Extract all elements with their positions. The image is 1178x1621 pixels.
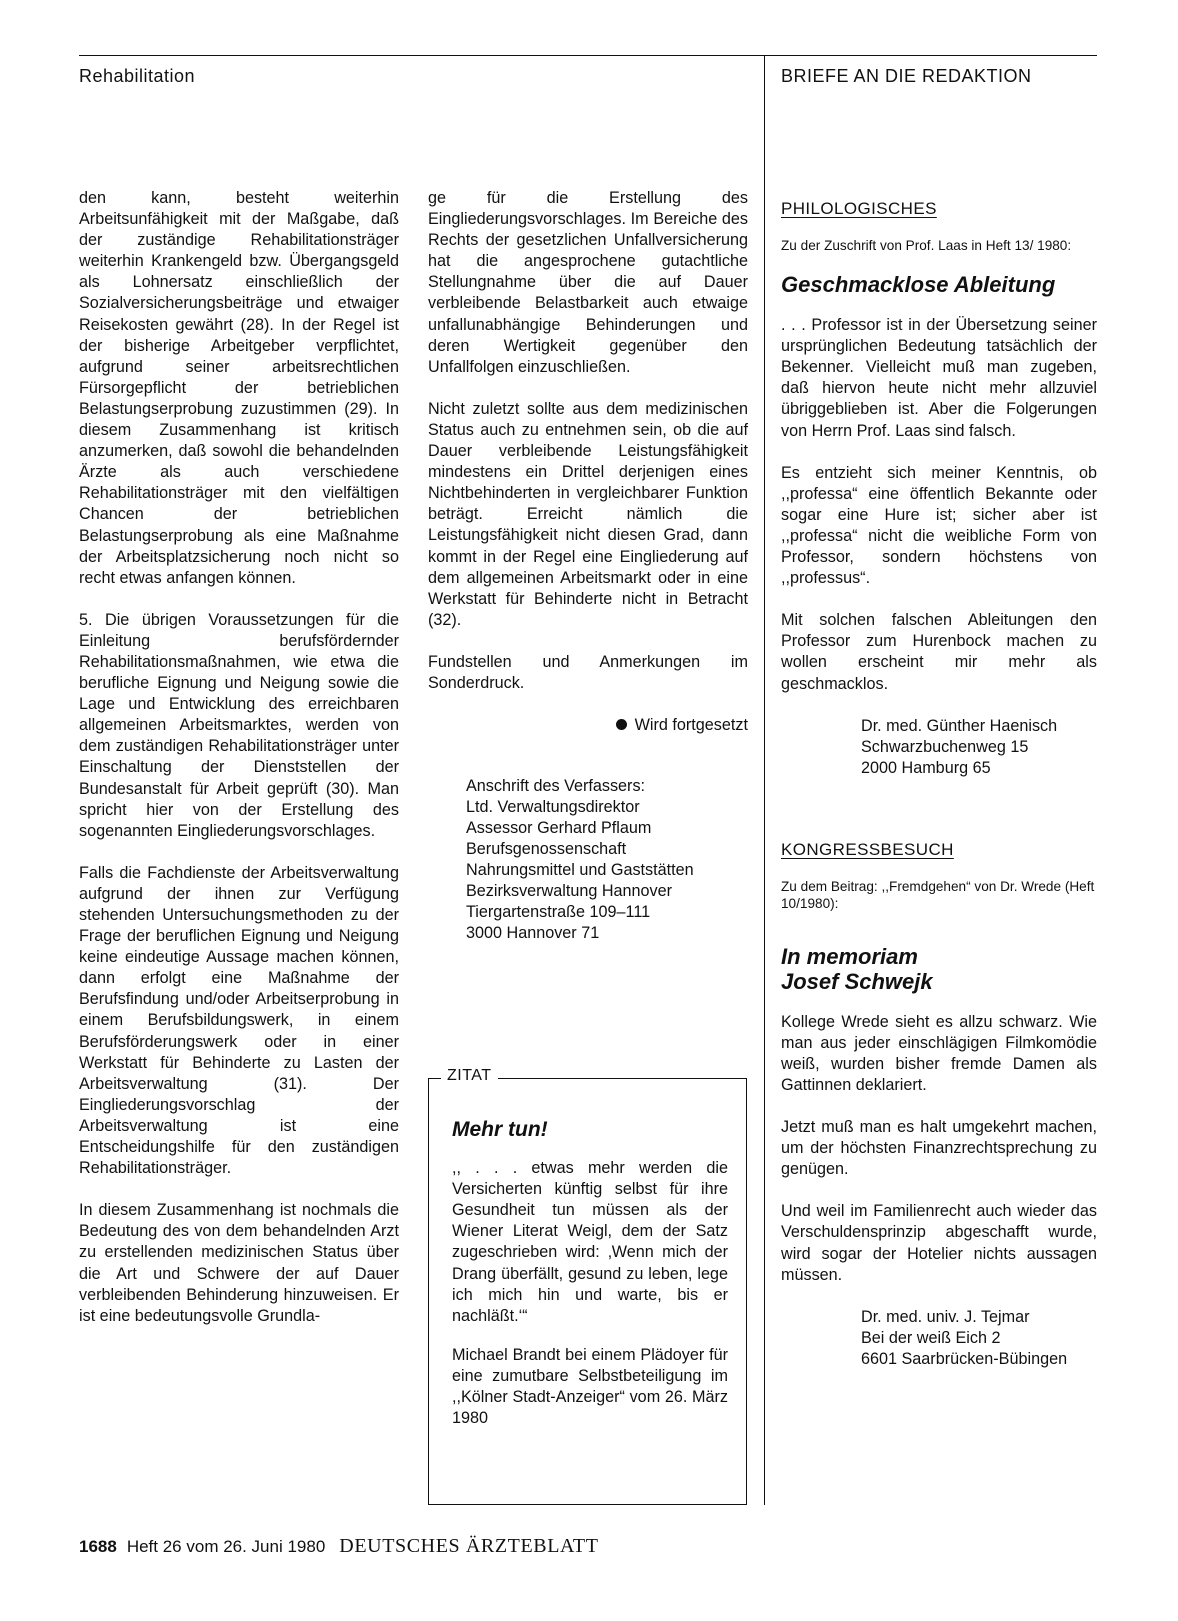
article-paragraph: den kann, besteht weiterhin Arbeitsunfähigkeit mit der Maßgabe, daß der zuständige Rehabilitationsträger weiterhin Krankengeld bzw. Übergangsgeld als Lohnersatz einschließlich der Sozialversicherungsbeiträge und etwaiger Reisekosten gewährt (28). In der Regel ist der bisherige Arbeitgeber verpflichtet, aufgrund seiner arbeitsrechtlichen Fürsorgepflicht der betrieblichen Belastungserprobung zuzustimmen (29). In diesem Zusammenhang ist kritisch anzumerken, daß sowohl die behandelnden Ärzte als auch verschiedene Rehabilitationsträger mit den vielfältigen Chancen der betrieblichen Belastungserprobung als eine Maßnahme der Arbeitsplatzsicherung noch nicht so recht etwas anfangen können.	[79, 189, 399, 587]
article-column-2	[428, 188, 748, 944]
signature-line: Bei der weiß Eich 2	[861, 1328, 1001, 1347]
column-divider	[764, 55, 765, 1505]
letter-section-heading: PHILOLOGISCHES	[781, 199, 937, 218]
signature-line: Schwarzbuchenweg 15	[861, 737, 1029, 756]
signature-line: 2000 Hamburg 65	[861, 758, 991, 777]
top-rule	[79, 55, 1097, 56]
address-line: Bezirksverwaltung Hannover	[466, 882, 673, 901]
address-line: Berufsgenossenschaft	[466, 840, 627, 859]
letter-paragraph: Und weil im Familienrecht auch wieder das Verschuldensprinzip abgeschafft wurde, wird sogar der Hotelier nichts aussagen müssen.	[781, 1202, 1097, 1284]
letter-title-line: Josef Schwejk	[781, 968, 933, 994]
bullet-icon	[616, 719, 627, 730]
section-header-rehabilitation: Rehabilitation	[79, 66, 196, 86]
letter-signature	[861, 716, 1097, 779]
quote-box-label: ZITAT	[441, 1067, 498, 1085]
letter-paragraph: Kollege Wrede sieht es allzu schwarz. Wie man aus jeder einschlägigen Filmkomödie weiß, wurden bisher fremde Damen als Gattinnen deklariert.	[781, 1012, 1097, 1094]
letter-paragraph: Mit solchen falschen Ableitungen den Professor zum Hurenbock machen zu wollen erscheint mir mehr als geschmacklos.	[781, 611, 1097, 693]
letter-title: Geschmacklose Ableitung	[781, 272, 1056, 298]
letter-intro: Zu der Zuschrift von Prof. Laas in Heft 13/ 1980:	[781, 238, 1072, 254]
article-paragraph: In diesem Zusammenhang ist nochmals die Bedeutung des von dem behandelnden Arzt zu erstellenden medizinischen Status über die Art und Schwere der auf Dauer verbleibenden Behinderung hinzuweisen. Er ist eine bedeutungsvolle Grundla-	[79, 1201, 399, 1325]
article-paragraph: Nicht zuletzt sollte aus dem medizinischen Status auch zu entnehmen sein, ob die auf Dauer verbleibende Leistungsfähigkeit mindestens ein Drittel derjenigen eines Nichtbehinderten in vergleichbarer Funktion beträgt. Erreicht nämlich die Leistungsfähigkeit nicht diesen Grad, dann kommt in der Regel eine Eingliederung auf dem allgemeinen Arbeitsmarkt oder in eine Werkstatt für Behinderte nicht in Betracht (32).	[428, 399, 748, 629]
author-address	[466, 776, 748, 944]
quote-title: Mehr tun!	[452, 1118, 548, 1141]
quote-box-content	[452, 1119, 728, 1447]
letter-title	[781, 944, 1097, 994]
quote-text: ,, . . . etwas mehr werden die Versicherten künftig selbst für ihre Gesundheit tun müssen als der Wiener Literat Weigl, dem der Satz zugeschrieben wird: ‚Wenn mich der Drang überfällt, gesund zu leben, lege ich mich hin und warte, bis er nachläßt.‘“	[452, 1159, 728, 1325]
page-footer	[79, 1535, 599, 1558]
address-line: 3000 Hannover 71	[466, 924, 600, 943]
article-paragraph: Falls die Fachdienste der Arbeitsverwaltung aufgrund der ihnen zur Verfügung stehenden Untersuchungsmethoden zu der Frage der beruflichen Eignung und Neigung keine eindeutige Aussage machen können, dann erfolgt eine Maßnahme der Berufsfindung und/oder Arbeitserprobung in einem Berufsbildungswerk, in einem Berufsförderungswerk oder in einer Werkstatt für Behinderte zu Lasten der Arbeitsverwaltung (31). Der Eingliederungsvorschlag der Arbeitsverwaltung ist eine Entscheidungshilfe für den zuständigen Rehabilitationsträger.	[79, 863, 399, 1178]
address-line: Ltd. Verwaltungsdirektor	[466, 798, 640, 817]
address-line: Tiergartenstraße 109–111	[466, 903, 651, 922]
journal-name: DEUTSCHES ÄRZTEBLATT	[339, 1535, 599, 1557]
address-line: Nahrungsmittel und Gaststätten	[466, 861, 694, 880]
address-line: Anschrift des Verfassers:	[466, 777, 646, 796]
letter-title-line: In memoriam	[781, 943, 918, 969]
quote-box	[428, 1067, 747, 1505]
article-paragraph: Fundstellen und Anmerkungen im Sonderdruck.	[428, 652, 748, 692]
letter-paragraph: Jetzt muß man es halt umgekehrt machen, um der höchsten Finanzrechtsprechung zu genügen.	[781, 1118, 1097, 1179]
article-paragraph: 5. Die übrigen Voraussetzungen für die Einleitung berufsfördernder Rehabilitationsmaßnahmen, wie etwa die berufliche Eignung und Neigung sowie die Lage und Entwicklung des erreichbaren allgemeinen Arbeitsmarktes, werden von dem zuständigen Rehabilitationsträger unter Einschaltung der Dienststellen der Bundesanstalt für Arbeit geprüft (30). Man spricht hier von der Erstellung des sogenannten Eingliederungsvorschlages.	[79, 610, 399, 840]
article-paragraph: ge für die Erstellung des Eingliederungsvorschlages. Im Bereiche des Rechts der gesetzlichen Unfallversicherung hat die angesprochene gutachtliche Stellungnahme über die auf Dauer verbleibende Belastbarkeit auch etwaige unfallunabhängige Behinderungen und deren Wertigkeit gegenüber den Unfallfolgen einzuschließen.	[428, 189, 748, 376]
letter-section-heading: KONGRESSBESUCH	[781, 839, 954, 859]
article-column-1	[79, 188, 399, 1327]
continued-note	[428, 715, 748, 736]
continued-label: Wird fortgesetzt	[634, 716, 748, 735]
signature-line: Dr. med. univ. J. Tejmar	[861, 1307, 1030, 1326]
letter-intro: Zu dem Beitrag: ,,Fremdgehen“ von Dr. Wrede (Heft 10/1980):	[781, 878, 1095, 911]
signature-line: Dr. med. Günther Haenisch	[861, 716, 1058, 735]
address-line: Assessor Gerhard Pflaum	[466, 819, 652, 838]
quote-source: Michael Brandt bei einem Plädoyer für eine zumutbare Selbstbeteiligung im ,,Kölner Stadt-Anzeiger“ vom 26. März 1980	[452, 1345, 728, 1428]
section-header-letters: BRIEFE AN DIE REDAKTION	[781, 66, 1032, 86]
letter-paragraph: . . . Professor ist in der Übersetzung seiner ursprünglichen Bedeutung tatsächlich der Bekenner. Vielleicht muß man zugeben, daß hiervon heute nicht mehr allzuviel übriggeblieben ist. Aber die Folgerungen von Herrn Prof. Laas sind falsch.	[781, 316, 1097, 440]
page-number: 1688	[79, 1537, 117, 1556]
letters-column	[781, 198, 1097, 1370]
letter-paragraph: Es entzieht sich meiner Kenntnis, ob ,,professa“ eine öffentlich Bekannte oder sogar eine Hure ist; sicher aber ist ,,professa“ nicht die weibliche Form von Professor, sondern höchstens von ,,professus“.	[781, 463, 1097, 588]
signature-line: 6601 Saarbrücken-Bübingen	[861, 1349, 1068, 1368]
letter-signature	[861, 1307, 1097, 1370]
issue-info: Heft 26 vom 26. Juni 1980	[126, 1537, 326, 1556]
